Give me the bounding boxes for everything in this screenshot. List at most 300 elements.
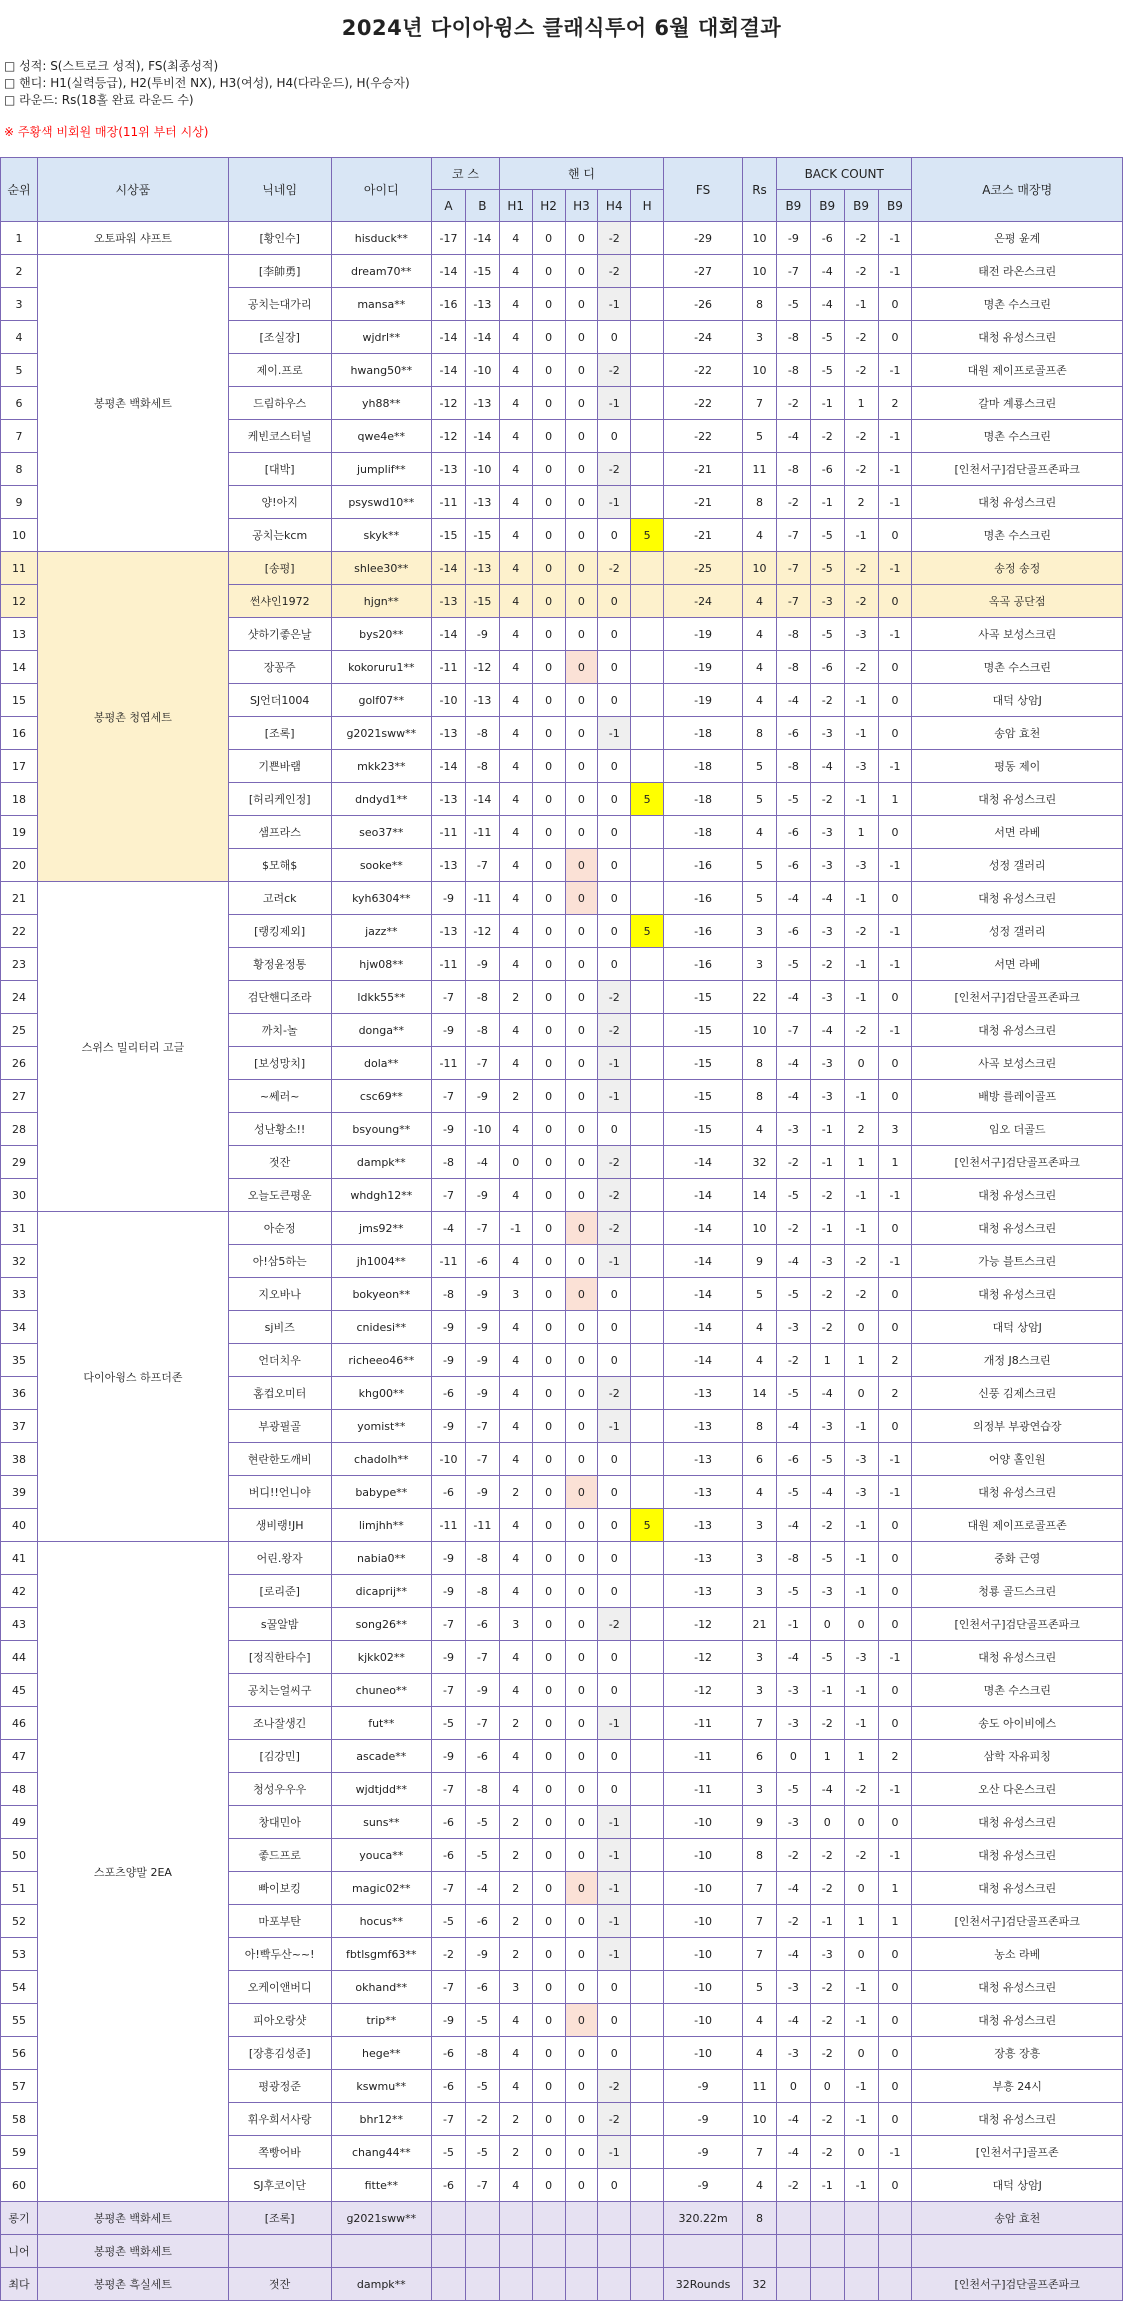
cell-b9: -5	[776, 1377, 810, 1410]
cell-h2: 0	[532, 1905, 565, 1938]
cell-store: 대청 유성스크린	[912, 1971, 1123, 2004]
cell-b9: 1	[878, 783, 912, 816]
cell-fs: -12	[664, 1674, 743, 1707]
col-h3: H3	[565, 190, 598, 222]
cell-course-a: -7	[432, 1971, 466, 2004]
cell-id: limjhh**	[331, 1509, 432, 1542]
cell-h2: 0	[532, 948, 565, 981]
cell-rank: 15	[1, 684, 38, 717]
cell-b9: -1	[878, 1443, 912, 1476]
cell-store: 서면 라베	[912, 948, 1123, 981]
cell-rank: 17	[1, 750, 38, 783]
cell-h3: 0	[565, 1872, 598, 1905]
cell-h	[631, 1905, 664, 1938]
cell-b9: -1	[844, 1509, 878, 1542]
cell-h2: 0	[532, 684, 565, 717]
cell-rank: 2	[1, 255, 38, 288]
cell-h4: 0	[598, 420, 631, 453]
col-h1: H1	[499, 190, 532, 222]
cell-rs: 10	[743, 354, 777, 387]
cell-b9: 0	[878, 1806, 912, 1839]
cell-rank: 44	[1, 1641, 38, 1674]
cell-nickname: 평광정준	[228, 2070, 331, 2103]
col-b9: B9	[878, 190, 912, 222]
cell-h: 5	[631, 519, 664, 552]
cell-id: nabia0**	[331, 1542, 432, 1575]
cell-rs: 4	[743, 1344, 777, 1377]
cell-nickname: [보성망치]	[228, 1047, 331, 1080]
cell-b9: 0	[878, 321, 912, 354]
cell-store: 송도 아이비에스	[912, 1707, 1123, 1740]
cell-store: 대청 유성스크린	[912, 882, 1123, 915]
cell-fs: -27	[664, 255, 743, 288]
cell-rs: 4	[743, 1311, 777, 1344]
cell-h4: -1	[598, 1839, 631, 1872]
cell-course-a: -7	[432, 1773, 466, 1806]
cell-id: bhr12**	[331, 2103, 432, 2136]
cell-h4: -2	[598, 1608, 631, 1641]
cell-rs: 9	[743, 1806, 777, 1839]
cell-h4: 0	[598, 618, 631, 651]
cell-store: 대원 제이프로골프존	[912, 1509, 1123, 1542]
cell-h4: -2	[598, 552, 631, 585]
cell-b9: -1	[878, 618, 912, 651]
cell-fs: -15	[664, 1113, 743, 1146]
cell-course-b: -5	[465, 2004, 499, 2037]
cell-store: 삼학 자유피칭	[912, 1740, 1123, 1773]
cell-id: hocus**	[331, 1905, 432, 1938]
cell-b9: -5	[810, 1443, 844, 1476]
cell-rs: 8	[743, 1080, 777, 1113]
cell-h1: 4	[499, 915, 532, 948]
cell-course-b: -7	[465, 1410, 499, 1443]
cell-id: trip**	[331, 2004, 432, 2037]
cell-fs: -15	[664, 1047, 743, 1080]
cell-h	[631, 1146, 664, 1179]
cell-rs: 10	[743, 1014, 777, 1047]
cell-h4: -1	[598, 1410, 631, 1443]
cell-h1: 4	[499, 1377, 532, 1410]
cell-b9: 0	[878, 585, 912, 618]
cell-id: bsyoung**	[331, 1113, 432, 1146]
cell-id: ascade**	[331, 1740, 432, 1773]
cell-b9: 0	[878, 1311, 912, 1344]
cell-b9: -3	[844, 618, 878, 651]
cell-fs: -13	[664, 1443, 743, 1476]
cell-h4: -1	[598, 1245, 631, 1278]
award-store	[912, 2235, 1123, 2268]
cell-h2: 0	[532, 1278, 565, 1311]
cell-id: jumplif**	[331, 453, 432, 486]
cell-b9: -8	[776, 321, 810, 354]
cell-course-b: -8	[465, 750, 499, 783]
award-fs: 32Rounds	[664, 2268, 743, 2301]
cell-id: hege**	[331, 2037, 432, 2070]
cell-h1: 4	[499, 1740, 532, 1773]
cell-b9: -1	[810, 2169, 844, 2202]
cell-rs: 5	[743, 1971, 777, 2004]
cell-course-a: -9	[432, 1311, 466, 1344]
cell-h2: 0	[532, 1971, 565, 2004]
cell-h2: 0	[532, 1806, 565, 1839]
cell-b9: 0	[878, 2103, 912, 2136]
cell-rank: 51	[1, 1872, 38, 1905]
cell-b9: -3	[776, 1113, 810, 1146]
cell-h3: 0	[565, 1212, 598, 1245]
cell-fs: -16	[664, 948, 743, 981]
cell-id: khg00**	[331, 1377, 432, 1410]
cell-h1: 4	[499, 486, 532, 519]
cell-rank: 30	[1, 1179, 38, 1212]
cell-h1: 4	[499, 1509, 532, 1542]
cell-store: [인천서구]검단골프존파크	[912, 1146, 1123, 1179]
cell-id: qwe4e**	[331, 420, 432, 453]
cell-h	[631, 420, 664, 453]
cell-h	[631, 2136, 664, 2169]
cell-nickname: 황정윤정통	[228, 948, 331, 981]
cell-store: [인천서구]검단골프존파크	[912, 1608, 1123, 1641]
cell-id: mansa**	[331, 288, 432, 321]
cell-course-a: -7	[432, 1080, 466, 1113]
cell-h3: 0	[565, 288, 598, 321]
cell-fs: -22	[664, 354, 743, 387]
award-prize: 봉평촌 백화세트	[37, 2235, 228, 2268]
cell-h1: 4	[499, 750, 532, 783]
cell-h3: 0	[565, 1641, 598, 1674]
cell-h4: -2	[598, 1377, 631, 1410]
cell-h	[631, 1014, 664, 1047]
cell-course-b: -7	[465, 1443, 499, 1476]
cell-h2: 0	[532, 1476, 565, 1509]
cell-nickname: 오케이앤버디	[228, 1971, 331, 2004]
cell-h1: 4	[499, 1179, 532, 1212]
award-empty	[810, 2268, 844, 2301]
cell-id: dicaprij**	[331, 1575, 432, 1608]
cell-b9: -1	[844, 981, 878, 1014]
cell-course-b: -14	[465, 783, 499, 816]
cell-h3: 0	[565, 1014, 598, 1047]
cell-course-b: -9	[465, 1080, 499, 1113]
col-b9: B9	[810, 190, 844, 222]
cell-fs: -10	[664, 1905, 743, 1938]
cell-b9: 0	[810, 1806, 844, 1839]
cell-course-a: -17	[432, 222, 466, 255]
cell-store: 대청 유성스크린	[912, 2004, 1123, 2037]
cell-b9: -5	[776, 948, 810, 981]
award-label: 최다	[1, 2268, 38, 2301]
cell-b9: -8	[776, 1542, 810, 1575]
cell-b9: -3	[810, 915, 844, 948]
cell-h	[631, 453, 664, 486]
cell-h2: 0	[532, 1641, 565, 1674]
col-store: A코스 매장명	[912, 158, 1123, 222]
cell-h2: 0	[532, 1938, 565, 1971]
cell-h2: 0	[532, 321, 565, 354]
cell-course-b: -6	[465, 1905, 499, 1938]
awards-body	[1, 2202, 1123, 2301]
cell-rank: 19	[1, 816, 38, 849]
cell-course-b: -6	[465, 1608, 499, 1641]
cell-store: 청룡 골드스크린	[912, 1575, 1123, 1608]
cell-fs: -25	[664, 552, 743, 585]
cell-rs: 4	[743, 2169, 777, 2202]
cell-id: jms92**	[331, 1212, 432, 1245]
cell-h	[631, 585, 664, 618]
award-id: dampk**	[331, 2268, 432, 2301]
cell-store: 옥곡 공단점	[912, 585, 1123, 618]
cell-nickname: 검단핸디조라	[228, 981, 331, 1014]
cell-h	[631, 1938, 664, 1971]
cell-h	[631, 1707, 664, 1740]
cell-nickname: 장꽁주	[228, 651, 331, 684]
cell-store: 부흥 24시	[912, 2070, 1123, 2103]
cell-h2: 0	[532, 486, 565, 519]
cell-course-a: -9	[432, 1410, 466, 1443]
award-empty	[810, 2202, 844, 2235]
cell-id: kokoruru1**	[331, 651, 432, 684]
cell-nickname: 마포부탄	[228, 1905, 331, 1938]
cell-h1: 3	[499, 1608, 532, 1641]
cell-h2: 0	[532, 1344, 565, 1377]
cell-store: 사곡 보성스크린	[912, 618, 1123, 651]
award-row	[1, 2235, 1123, 2268]
cell-course-b: -14	[465, 222, 499, 255]
cell-course-a: -4	[432, 1212, 466, 1245]
cell-store: 오산 다온스크린	[912, 1773, 1123, 1806]
cell-course-a: -7	[432, 2103, 466, 2136]
cell-id: bokyeon**	[331, 1278, 432, 1311]
cell-rs: 4	[743, 2037, 777, 2070]
cell-h3: 0	[565, 981, 598, 1014]
cell-rs: 8	[743, 288, 777, 321]
cell-b9: -3	[844, 1641, 878, 1674]
cell-course-a: -9	[432, 2004, 466, 2037]
col-handi: 핸 디	[499, 158, 663, 190]
cell-h1: 4	[499, 288, 532, 321]
cell-store: 임오 더골드	[912, 1113, 1123, 1146]
cell-h4: -2	[598, 981, 631, 1014]
cell-h	[631, 1641, 664, 1674]
cell-h4: -2	[598, 453, 631, 486]
cell-course-b: -8	[465, 1014, 499, 1047]
cell-fs: -19	[664, 618, 743, 651]
cell-b9: -1	[844, 519, 878, 552]
cell-nickname: 어린.왕자	[228, 1542, 331, 1575]
cell-fs: -13	[664, 1377, 743, 1410]
cell-h2: 0	[532, 1245, 565, 1278]
award-empty	[844, 2235, 878, 2268]
cell-rank: 43	[1, 1608, 38, 1641]
cell-rank: 13	[1, 618, 38, 651]
cell-store: 은평 윤계	[912, 222, 1123, 255]
cell-b9: -3	[810, 849, 844, 882]
cell-rs: 10	[743, 255, 777, 288]
cell-b9: -2	[776, 1344, 810, 1377]
cell-b9: 0	[878, 1080, 912, 1113]
cell-b9: -2	[844, 651, 878, 684]
cell-rs: 4	[743, 585, 777, 618]
cell-b9: 0	[878, 1608, 912, 1641]
cell-store: 신풍 김제스크린	[912, 1377, 1123, 1410]
cell-fs: -12	[664, 1641, 743, 1674]
cell-id: fbtlsgmf63**	[331, 1938, 432, 1971]
cell-nickname: [조실장]	[228, 321, 331, 354]
cell-course-b: -8	[465, 717, 499, 750]
cell-course-b: -13	[465, 684, 499, 717]
cell-course-b: -15	[465, 519, 499, 552]
cell-course-b: -14	[465, 420, 499, 453]
cell-b9: -2	[810, 2136, 844, 2169]
cell-h3: 0	[565, 1410, 598, 1443]
cell-h3: 0	[565, 1740, 598, 1773]
cell-course-b: -9	[465, 1278, 499, 1311]
cell-b9: -1	[844, 1542, 878, 1575]
cell-fs: -14	[664, 1278, 743, 1311]
cell-b9: -3	[844, 1476, 878, 1509]
cell-nickname: 젓잔	[228, 1146, 331, 1179]
cell-b9: -1	[844, 1410, 878, 1443]
award-label: 니어	[1, 2235, 38, 2268]
cell-course-b: -2	[465, 2103, 499, 2136]
cell-course-a: -9	[432, 1740, 466, 1773]
cell-rank: 59	[1, 2136, 38, 2169]
cell-b9: -1	[878, 1014, 912, 1047]
col-fs: FS	[664, 158, 743, 222]
cell-rank: 33	[1, 1278, 38, 1311]
cell-h4: 0	[598, 1278, 631, 1311]
cell-h4: -1	[598, 1707, 631, 1740]
cell-h1: 4	[499, 1311, 532, 1344]
cell-rank: 5	[1, 354, 38, 387]
cell-b9: -2	[810, 1179, 844, 1212]
cell-h2: 0	[532, 1212, 565, 1245]
cell-b9: -7	[776, 585, 810, 618]
cell-rank: 38	[1, 1443, 38, 1476]
cell-fs: -15	[664, 1080, 743, 1113]
cell-id: hjw08**	[331, 948, 432, 981]
cell-b9: 0	[776, 2070, 810, 2103]
cell-h	[631, 1443, 664, 1476]
cell-fs: -14	[664, 1245, 743, 1278]
cell-course-a: -7	[432, 1608, 466, 1641]
cell-course-a: -14	[432, 750, 466, 783]
cell-course-b: -9	[465, 1179, 499, 1212]
cell-rs: 3	[743, 915, 777, 948]
cell-h4: 0	[598, 750, 631, 783]
cell-b9: -1	[878, 354, 912, 387]
cell-store: 갈마 계룡스크린	[912, 387, 1123, 420]
cell-h2: 0	[532, 2169, 565, 2202]
col-b9: B9	[776, 190, 810, 222]
legend-rounds: □ 라운드: Rs(18홀 완료 라운드 수)	[4, 93, 194, 107]
cell-rank: 41	[1, 1542, 38, 1575]
cell-rs: 10	[743, 222, 777, 255]
cell-b9: -2	[776, 1146, 810, 1179]
table-row	[1, 1212, 1123, 1245]
cell-rs: 4	[743, 651, 777, 684]
cell-h: 5	[631, 915, 664, 948]
cell-b9: -1	[878, 552, 912, 585]
cell-b9: -1	[878, 1476, 912, 1509]
cell-b9: -4	[776, 981, 810, 1014]
cell-h1: 3	[499, 1278, 532, 1311]
cell-h4: -2	[598, 1014, 631, 1047]
cell-id: chuneo**	[331, 1674, 432, 1707]
cell-rs: 8	[743, 486, 777, 519]
cell-h1: 4	[499, 222, 532, 255]
col-h4: H4	[598, 190, 631, 222]
cell-b9: -1	[844, 1674, 878, 1707]
cell-rs: 7	[743, 2136, 777, 2169]
cell-b9: 1	[844, 1146, 878, 1179]
award-empty	[465, 2268, 499, 2301]
cell-b9: 0	[878, 1410, 912, 1443]
cell-h	[631, 750, 664, 783]
cell-id: bys20**	[331, 618, 432, 651]
col-course-b: B	[465, 190, 499, 222]
cell-rank: 6	[1, 387, 38, 420]
cell-rs: 8	[743, 1410, 777, 1443]
cell-h2: 0	[532, 1872, 565, 1905]
cell-id: song26**	[331, 1608, 432, 1641]
cell-b9: -2	[844, 321, 878, 354]
cell-rs: 4	[743, 1476, 777, 1509]
cell-b9: -5	[776, 1575, 810, 1608]
cell-b9: -6	[776, 816, 810, 849]
cell-nickname: ~쎄러~	[228, 1080, 331, 1113]
cell-rs: 4	[743, 519, 777, 552]
cell-rs: 10	[743, 552, 777, 585]
cell-b9: 1	[844, 1905, 878, 1938]
cell-h3: 0	[565, 717, 598, 750]
cell-course-b: -15	[465, 255, 499, 288]
cell-rs: 7	[743, 1872, 777, 1905]
cell-h1: 2	[499, 1707, 532, 1740]
cell-course-a: -9	[432, 1344, 466, 1377]
cell-b9: -2	[844, 1773, 878, 1806]
cell-b9: -2	[810, 420, 844, 453]
cell-h3: 0	[565, 948, 598, 981]
cell-prize: 봉평촌 백화세트	[37, 255, 228, 552]
award-empty	[532, 2235, 565, 2268]
cell-h3: 0	[565, 684, 598, 717]
cell-course-b: -11	[465, 882, 499, 915]
cell-b9: -2	[844, 585, 878, 618]
cell-b9: 2	[844, 1113, 878, 1146]
cell-course-b: -7	[465, 849, 499, 882]
cell-nickname: [대박]	[228, 453, 331, 486]
cell-h3: 0	[565, 915, 598, 948]
cell-h2: 0	[532, 849, 565, 882]
cell-fs: -29	[664, 222, 743, 255]
non-member-note: ※ 주황색 비회원 매장(11위 부터 시상)	[4, 125, 209, 139]
cell-h	[631, 1212, 664, 1245]
cell-h4: 0	[598, 519, 631, 552]
cell-h4: -1	[598, 1047, 631, 1080]
cell-b9: -1	[878, 255, 912, 288]
cell-h2: 0	[532, 1146, 565, 1179]
cell-h1: 4	[499, 1245, 532, 1278]
cell-h3: 0	[565, 1938, 598, 1971]
cell-b9: -1	[878, 2136, 912, 2169]
cell-course-b: -13	[465, 387, 499, 420]
cell-h4: -2	[598, 1146, 631, 1179]
cell-h1: 4	[499, 321, 532, 354]
cell-b9: 0	[878, 1278, 912, 1311]
cell-h4: -1	[598, 1938, 631, 1971]
cell-b9: -1	[844, 684, 878, 717]
cell-b9: -5	[810, 618, 844, 651]
